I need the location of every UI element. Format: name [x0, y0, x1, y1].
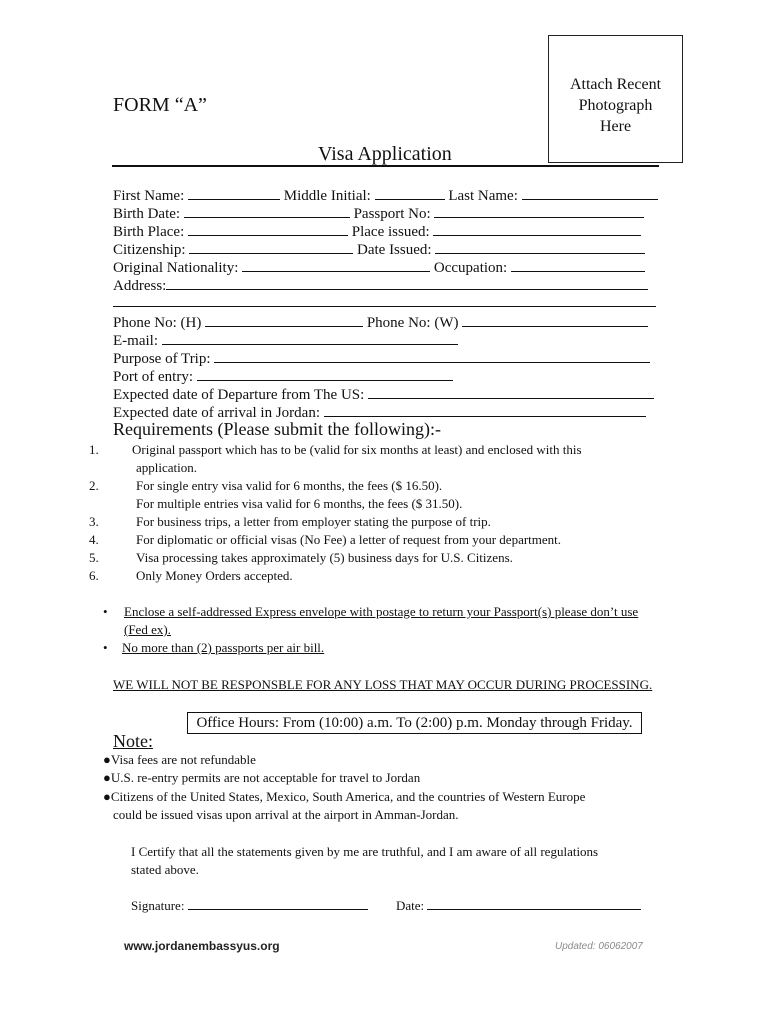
email-field[interactable]	[162, 331, 458, 345]
req-number-1: 1.	[89, 442, 99, 457]
title-divider	[112, 165, 659, 167]
date-issued-label: Date Issued:	[357, 242, 432, 258]
bullet-icon: ●	[103, 770, 111, 785]
date-row	[396, 898, 641, 914]
note-item-2-text: U.S. re-entry permits are not acceptable for travel to Jordan	[110, 770, 421, 785]
photo-attachment-box[interactable]	[548, 35, 683, 163]
disclaimer: WE WILL NOT BE RESPONSBLE FOR ANY LOSS THAT MAY OCCUR DURING PROCESSING.	[113, 677, 653, 692]
req-number-4: 4.	[89, 532, 99, 547]
middle-initial-label: Middle Initial:	[283, 188, 371, 204]
bullet-icon: ●	[103, 789, 111, 804]
occupation-field[interactable]	[511, 258, 645, 272]
departure-row	[113, 385, 654, 404]
req-text-2: For single entry visa valid for 6 months, the fees ($ 16.50).	[136, 478, 443, 493]
page-title: Visa Application	[318, 143, 452, 165]
birth-place-label: Birth Place:	[113, 224, 185, 240]
citizenship-row	[113, 240, 645, 259]
first-name-field[interactable]	[188, 186, 280, 200]
arrival-date-label: Expected date of arrival in Jordan:	[113, 405, 320, 421]
note-item-3-cont: could be issued visas upon arrival at the airport in Amman-Jordan.	[113, 807, 459, 822]
footer-website-link[interactable]: www.jordanembassyus.org	[124, 939, 280, 953]
note-item-2	[103, 770, 420, 786]
original-nationality-field[interactable]	[242, 258, 430, 272]
place-issued-label: Place issued:	[351, 224, 430, 240]
note-item-3-text: Citizens of the United States, Mexico, South America, and the countries of Western Europe	[110, 789, 586, 804]
req-text-4: For diplomatic or official visas (No Fee) a letter of request from your department.	[136, 532, 562, 547]
purpose-row	[113, 349, 650, 368]
bullet-icon: •	[103, 604, 108, 619]
note-item-3	[103, 789, 585, 805]
certify-line-1: I Certify that all the statements given by me are truthful, and I am aware of all regulations	[131, 844, 599, 859]
req-text-3: For business trips, a letter from employer stating the purpose of trip.	[136, 514, 491, 529]
citizenship-field[interactable]	[189, 240, 353, 254]
last-name-label: Last Name:	[448, 188, 518, 204]
passport-no-field[interactable]	[434, 204, 644, 218]
departure-date-field[interactable]	[368, 385, 654, 399]
requirements-heading: Requirements (Please submit the following):-	[113, 419, 441, 439]
bullet-icon: ●	[103, 752, 111, 767]
birth-place-field[interactable]	[188, 222, 348, 236]
req-text-1: Original passport which has to be (valid for six months at least) and enclosed with this	[132, 442, 582, 457]
date-label: Date:	[396, 898, 425, 913]
req-text-1-cont: application.	[136, 460, 198, 475]
phone-home-label: Phone No: (H)	[113, 315, 202, 331]
note-item-1-text: Visa fees are not refundable	[110, 752, 256, 767]
place-issued-field[interactable]	[433, 222, 641, 236]
original-nationality-label: Original Nationality:	[113, 260, 239, 276]
purpose-label: Purpose of Trip:	[113, 351, 211, 367]
date-issued-field[interactable]	[435, 240, 645, 254]
bullet-text-passports: No more than (2) passports per air bill.	[122, 640, 325, 655]
req-number-2: 2.	[89, 478, 99, 493]
note-item-1	[103, 752, 256, 768]
bullet-text-envelope: Enclose a self-addressed Express envelope with postage to return your Passport(s) please don’t use	[124, 604, 639, 619]
office-hours-box: Office Hours: From (10:00) a.m. To (2:00) p.m. Monday through Friday.	[187, 712, 642, 734]
req-text-5: Visa processing takes approximately (5) business days for U.S. Citizens.	[136, 550, 513, 565]
occupation-label: Occupation:	[433, 260, 508, 276]
signature-label: Signature:	[131, 898, 185, 913]
name-row	[113, 186, 658, 205]
birth-date-label: Birth Date:	[113, 206, 181, 222]
date-field[interactable]	[427, 898, 641, 910]
nationality-row	[113, 258, 645, 277]
port-of-entry-label: Port of entry:	[113, 369, 193, 385]
birth-place-row	[113, 222, 641, 241]
purpose-field[interactable]	[214, 349, 650, 363]
certify-line-2: stated above.	[131, 862, 199, 877]
birth-date-row	[113, 204, 644, 223]
bullet-icon: •	[103, 640, 108, 655]
phone-work-field[interactable]	[462, 313, 648, 327]
birth-date-field[interactable]	[184, 204, 350, 218]
port-of-entry-row	[113, 367, 453, 386]
middle-initial-field[interactable]	[375, 186, 445, 200]
signature-row	[131, 898, 368, 914]
phone-row	[113, 313, 648, 332]
email-label: E-mail:	[113, 333, 158, 349]
req-number-6: 6.	[89, 568, 99, 583]
note-heading: Note:	[113, 731, 153, 751]
address-field[interactable]	[166, 276, 648, 290]
port-of-entry-field[interactable]	[197, 367, 453, 381]
bullet-text-envelope-cont: (Fed ex).	[124, 622, 171, 637]
address-field-line-2[interactable]	[113, 306, 656, 307]
phone-home-field[interactable]	[205, 313, 363, 327]
req-text-6: Only Money Orders accepted.	[136, 568, 293, 583]
signature-field[interactable]	[188, 898, 368, 910]
phone-work-label: Phone No: (W)	[366, 315, 459, 331]
last-name-field[interactable]	[522, 186, 658, 200]
form-title: FORM “A”	[113, 94, 207, 116]
photo-box-label: Attach Recent Photograph Here	[569, 76, 662, 135]
req-number-3: 3.	[89, 514, 99, 529]
footer-updated-date: Updated: 06062007	[555, 941, 643, 952]
citizenship-label: Citizenship:	[113, 242, 186, 258]
departure-date-label: Expected date of Departure from The US:	[113, 387, 365, 403]
req-text-2-cont: For multiple entries visa valid for 6 months, the fees ($ 31.50).	[136, 496, 463, 511]
address-row	[113, 276, 648, 295]
passport-no-label: Passport No:	[353, 206, 431, 222]
address-label: Address:	[113, 278, 167, 294]
first-name-label: First Name:	[113, 188, 185, 204]
email-row	[113, 331, 458, 350]
req-number-5: 5.	[89, 550, 99, 565]
arrival-date-field[interactable]	[324, 403, 646, 417]
